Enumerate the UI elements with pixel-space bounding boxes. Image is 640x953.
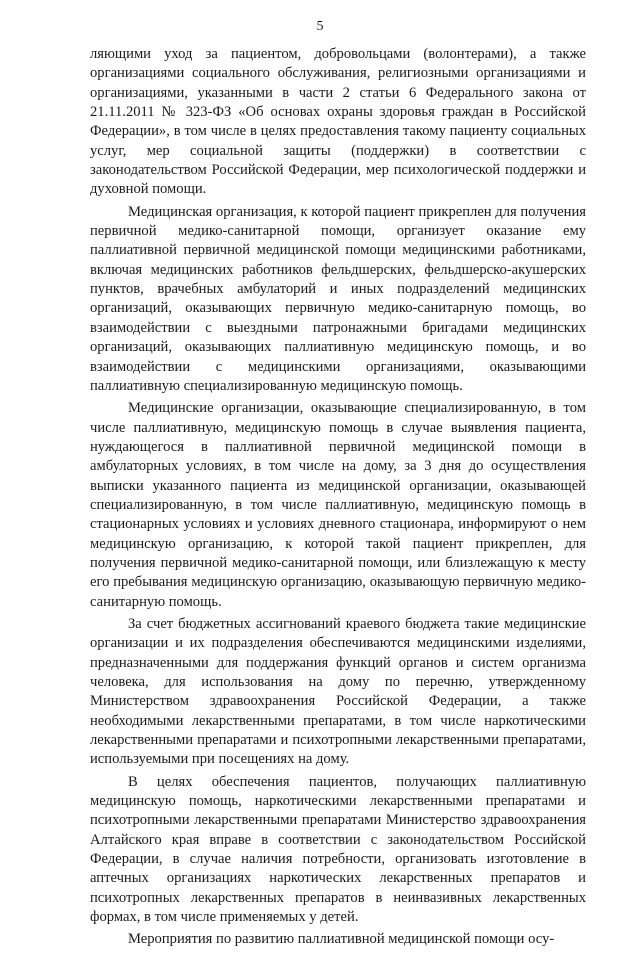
- page-number: 5: [316, 19, 324, 34]
- paragraph-narcotic-drugs: В целях обеспечения пациентов, получающих паллиативную медицинскую помощь, наркотическими лекарственными препаратами и психотропными лекарственными препаратами Министерство здравоохранения Алтайского края вправе в соответствии с законодательством Российской Федерации, в случае наличия потребности, организовать изготовление в аптечных организациях наркотических лекарственных препаратов и психотропных лекарственных препаратов в неинвазивных лекарственных формах, в том числе применяемых у детей.: [90, 773, 586, 926]
- paragraph-continuation: ляющими уход за пациентом, добровольцами (волонтерами), а также организациями социального обслуживания, религиозными организациями и организациями, указанными в части 2 статьи 6 Федерального закона от 21.11.2011 № 323-ФЗ «Об основах охраны здоровья граждан в Российской Федерации», в том числе в целях предоставления такому пациенту социальных услуг, мер социальной защиты (поддержки) в соответствии с законодательством Российской Федерации, мер психологической поддержки и духовной помощи.: [90, 46, 586, 198]
- paragraph-specialized-organizations: Медицинские организации, оказывающие специализированную, в том числе паллиативную, медицинскую помощь в случае выявления пациента, нуждающегося в паллиативной первичной медицинской помощи в амбулаторных условиях, в том числе на дому, за 3 дня до осуществления выписки указанного пациента из медицинской организации, оказывающей специализированную, в том числе паллиативную, медицинскую помощь в стационарных условиях и условиях дневного стационара, информируют о нем медицинскую организацию, к которой такой пациент прикреплен, для получения первичной медико-санитарной помощи, или близлежащую к месту его пребывания медицинскую организацию, оказывающую первичную медико-санитарную помощь.: [90, 400, 586, 610]
- document-body: [90, 45, 586, 953]
- paragraph-primary-care-organization: Медицинская организация, к которой пациент прикреплен для получения первичной медико-санитарной помощи, организует оказание ему паллиативной первичной медицинской помощи медицинскими работниками, включая медицинских работников фельдшерских, фельдшерско-акушерских пунктов, врачебных амбулаторий и иных подразделений медицинских организаций, оказывающих первичную медико-санитарную помощь, во взаимодействии с выездными патронажными бригадами медицинских организаций, оказывающих паллиативную медицинскую помощь, и во взаимодействии с медицинскими организациями, оказывающими паллиативную специализированную медицинскую помощь.: [90, 203, 586, 394]
- paragraph-budget-funding: За счет бюджетных ассигнований краевого бюджета такие медицинские организации и их подразделения обеспечиваются медицинскими изделиями, предназначенными для поддержания функций органов и систем организма человека, для использования на дому по перечню, утвержденному Министерством здравоохранения Российской Федерации, а также необходимыми лекарственными препаратами, в том числе наркотическими лекарственными препаратами и психотропными лекарственными препаратами, используемыми при посещениях на дому.: [90, 615, 586, 768]
- paragraph-development-measures: Мероприятия по развитию паллиативной медицинской помощи осу-: [128, 931, 555, 948]
